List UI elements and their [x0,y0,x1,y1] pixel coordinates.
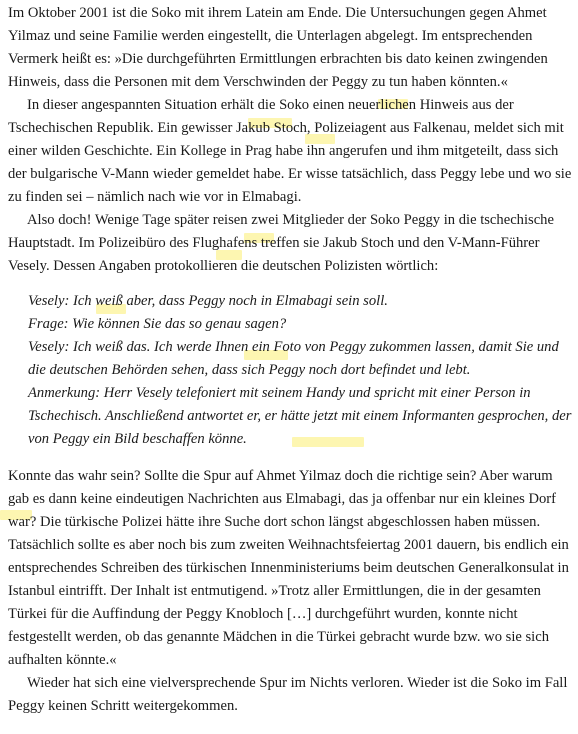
quote-line: Anmerkung: Herr Vesely telefoniert mit seinem Handy und spricht mit einer Person in Tschechisch. Anschließend antwortet er, er hätte jetzt mit einem Informanten gesprochen, der von Peggy ein Bild beschaffen könne. [28,385,572,447]
interview-quote [28,290,574,451]
paragraph-1: Im Oktober 2001 ist die Soko mit ihrem Latein am Ende. Die Untersuchungen gegen Ahmet Yilmaz und seine Familie werden eingestellt, die Unterlagen abgelegt. Im entsprechenden Vermerk heißt es: »Die durchgeführten Ermittlungen erbrachten bis dato keinen zwingenden Hinweis, dass die Personen mit dem Verschwinden der Peggy zu tun haben könnten.« [8,5,548,90]
quote-line: Vesely: Ich weiß aber, dass Peggy noch in Elmabagi sein soll. [28,293,388,309]
paragraph-5: Wieder hat sich eine vielversprechende Spur im Nichts verloren. Wieder ist die Soko im Fall Peggy keinen Schritt weitergekommen. [8,675,568,714]
paragraph-4: Konnte das wahr sein? Sollte die Spur auf Ahmet Yilmaz doch die richtige sein? Aber warum gab es dann keine eindeutigen Nachrichten aus Elmabagi, das ja offenbar nur ein kleines Dorf war? Die türkische Polizei hätte ihre Suche dort schon längst abgeschlossen haben müssen. Tatsächlich sollte es aber noch bis zum zweiten Weihnachtsfeiertag 2001 dauern, bis endlich ein entsprechendes Schreiben des türkischen Innenministeriums beim deutschen Generalkonsulat in Istanbul eintrifft. Der Inhalt ist entmutigend. »Trotz aller Ermittlungen, die in der gesamten Türkei für die Auffindung der Peggy Knobloch […] durchgeführt wurden, konnte nicht festgestellt werden, ob das genannte Mädchen in die Türkei gebracht wurde bzw. wo sie sich aufhalten könnte.« [8,468,569,668]
quote-line: Vesely: Ich weiß das. Ich werde Ihnen ein Foto von Peggy zukommen lassen, damit Sie und die deutschen Behörden sehen, dass sich Peggy noch dort befindet und lebt. [28,339,559,378]
quote-line: Frage: Wie können Sie das so genau sagen? [28,316,287,332]
paragraph-2: In dieser angespannten Situation erhält die Soko einen neuerlichen Hinweis aus der Tschechischen Republik. Ein gewisser Jakub Stoch, Polizeiagent aus Falkenau, meldet sich mit einer wilden Geschichte. Ein Kollege in Prag habe ihn angerufen und ihm mitgeteilt, dass sich der bulgarische V-Mann wieder gemeldet habe. Er wisse tatsächlich, dass Peggy lebe und wo sie zu finden sei – nämlich nach wie vor in Elmabagi. [8,97,572,205]
paragraph-3: Also doch! Wenige Tage später reisen zwei Mitglieder der Soko Peggy in die tschechische Hauptstadt. Im Polizeibüro des Flughafens treffen sie Jakub Stoch und den V-Mann-Führer Vesely. Dessen Angaben protokollieren die deutschen Polizisten wörtlich: [8,212,554,274]
document-page [8,2,574,718]
